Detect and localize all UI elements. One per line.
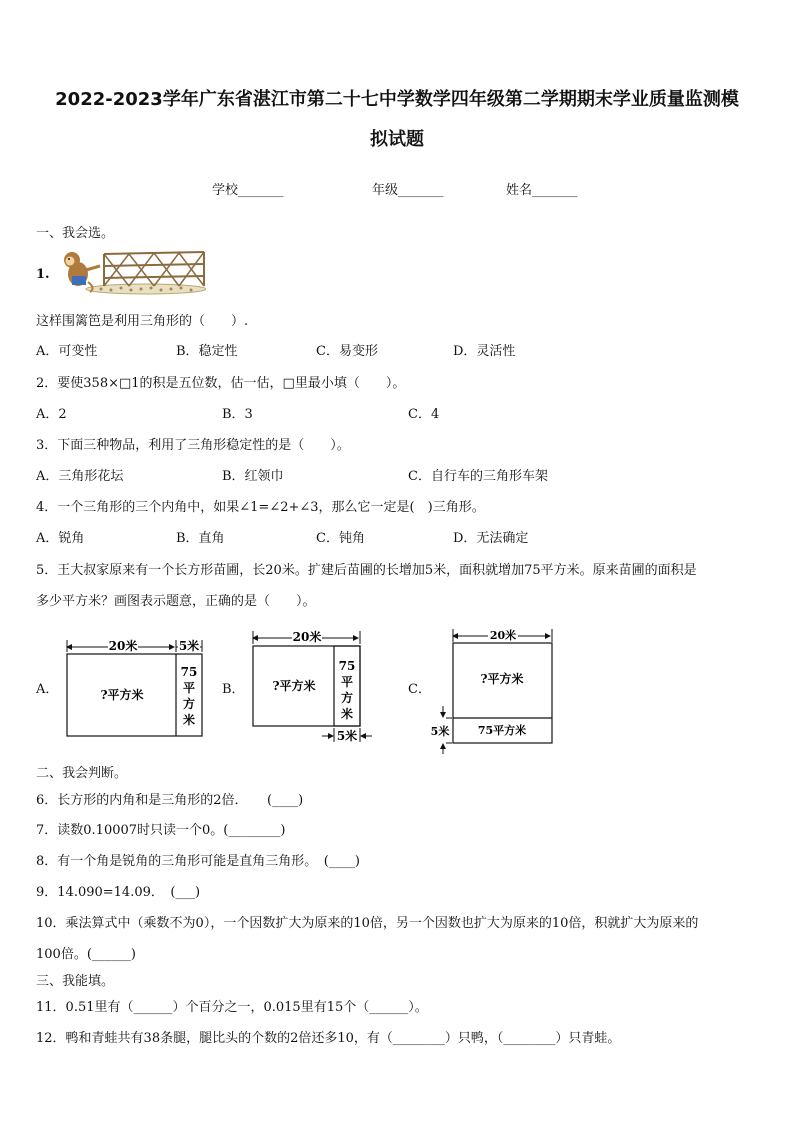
area-75-label: 75平方米: [477, 724, 527, 737]
q5-option-c-label[interactable]: C．: [408, 682, 431, 697]
section-heading-fill: 三、我能填。: [36, 974, 115, 989]
question-5-text: 5．王大叔家原来有一个长方形苗圃，长20米。扩建后苗圃的长增加5米，面积就增加75平方米。原来苗圃的面积是: [36, 563, 697, 578]
question-2-text: 2．要使358×□1的积是五位数，估一估，□里最小填（ ）。: [36, 376, 406, 391]
school-field[interactable]: 学校_______: [212, 183, 284, 198]
area-75-mi: 米: [340, 707, 354, 721]
question-3-text: 3．下面三种物品，利用了三角形稳定性的是（ ）。: [36, 438, 350, 453]
name-field[interactable]: 姓名_______: [506, 183, 578, 198]
q4-option-c[interactable]: C．钝角: [316, 531, 365, 546]
q4-option-b[interactable]: B．直角: [176, 531, 225, 546]
q2-option-c[interactable]: C．4: [408, 407, 440, 422]
section-heading-choice: 一、我会选。: [36, 226, 115, 241]
area-75-ping: 平: [182, 681, 196, 695]
unknown-area-label: ?平方米: [480, 672, 524, 686]
section-heading-judge: 二、我会判断。: [36, 766, 128, 781]
q1-option-b[interactable]: B．稳定性: [176, 344, 238, 359]
q1-option-d[interactable]: D．灵活性: [453, 344, 516, 359]
q5-option-a-label[interactable]: A．: [36, 682, 59, 697]
fence-picture: [56, 244, 206, 296]
area-75-fang: 方: [340, 691, 354, 705]
area-75-mi: 米: [182, 713, 196, 727]
len-20m-label: 20米: [108, 639, 138, 653]
q1-option-c[interactable]: C．易变形: [316, 344, 378, 359]
q4-option-d[interactable]: D．无法确定: [453, 531, 529, 546]
q2-option-a[interactable]: A．2: [36, 407, 67, 422]
question-10-text-continued: 100倍。(______): [36, 947, 136, 962]
q5-diagram-b: [248, 628, 378, 746]
page-title: 2022-2023学年广东省湛江市第二十七中学数学四年级第二学期期末学业质量监测模: [55, 89, 739, 110]
question-4-text: 4．一个三角形的三个内角中，如果∠1=∠2+∠3，那么它一定是( )三角形。: [36, 500, 485, 515]
q3-option-a[interactable]: A．三角形花坛: [36, 469, 124, 484]
page-title-continued: 拟试题: [370, 129, 424, 150]
question-11-text: 11．0.51里有（______）个百分之一，0.015里有15个（______）。: [36, 1000, 428, 1015]
question-10-text: 10．乘法算式中（乘数不为0），一个因数扩大为原来的10倍，另一个因数也扩大为原来的10倍，积就扩大为原来的: [36, 916, 699, 931]
q5-diagram-a: [62, 636, 212, 740]
area-75-digits: 75: [338, 659, 356, 673]
len-20m-label: 20米: [489, 629, 517, 642]
question-8-text: 8．有一个角是锐角的三角形可能是直角三角形。 (____): [36, 854, 360, 869]
area-75-fang: 方: [182, 697, 196, 711]
len-5m-label: 5米: [430, 725, 450, 738]
area-75-ping: 平: [340, 675, 354, 689]
grade-field[interactable]: 年级_______: [372, 183, 444, 198]
question-12-text: 12．鸭和青蛙共有38条腿，腿比头的个数的2倍还多10，有（________）只鸭，（________）只青蛙。: [36, 1031, 621, 1046]
q1-option-a[interactable]: A．可变性: [36, 344, 98, 359]
question-5-text-continued: 多少平方米？画图表示题意，正确的是（ ）。: [36, 594, 316, 609]
unknown-area-label: ?平方米: [100, 688, 144, 702]
q3-option-c[interactable]: C．自行车的三角形车架: [408, 469, 548, 484]
area-75-digits: 75: [180, 665, 198, 679]
question-7-text: 7．读数0.10007时只读一个0。(________): [36, 823, 286, 838]
question-1-number: 1.: [36, 267, 50, 282]
q3-option-b[interactable]: B．红领巾: [222, 469, 284, 484]
unknown-area-label: ?平方米: [272, 679, 316, 693]
question-1-text: 这样围篱笆是利用三角形的（ ）.: [36, 314, 249, 329]
question-6-text: 6．长方形的内角和是三角形的2倍． (____): [36, 793, 304, 808]
len-5m-label: 5米: [336, 729, 358, 743]
len-5m-label: 5米: [178, 639, 200, 653]
q5-diagram-c: [428, 626, 558, 754]
q4-option-a[interactable]: A．锐角: [36, 531, 85, 546]
q2-option-b[interactable]: B．3: [222, 407, 253, 422]
q5-option-b-label[interactable]: B．: [222, 682, 245, 697]
len-20m-label: 20米: [292, 630, 322, 644]
question-9-text: 9．14.090=14.09． (___): [36, 885, 201, 900]
